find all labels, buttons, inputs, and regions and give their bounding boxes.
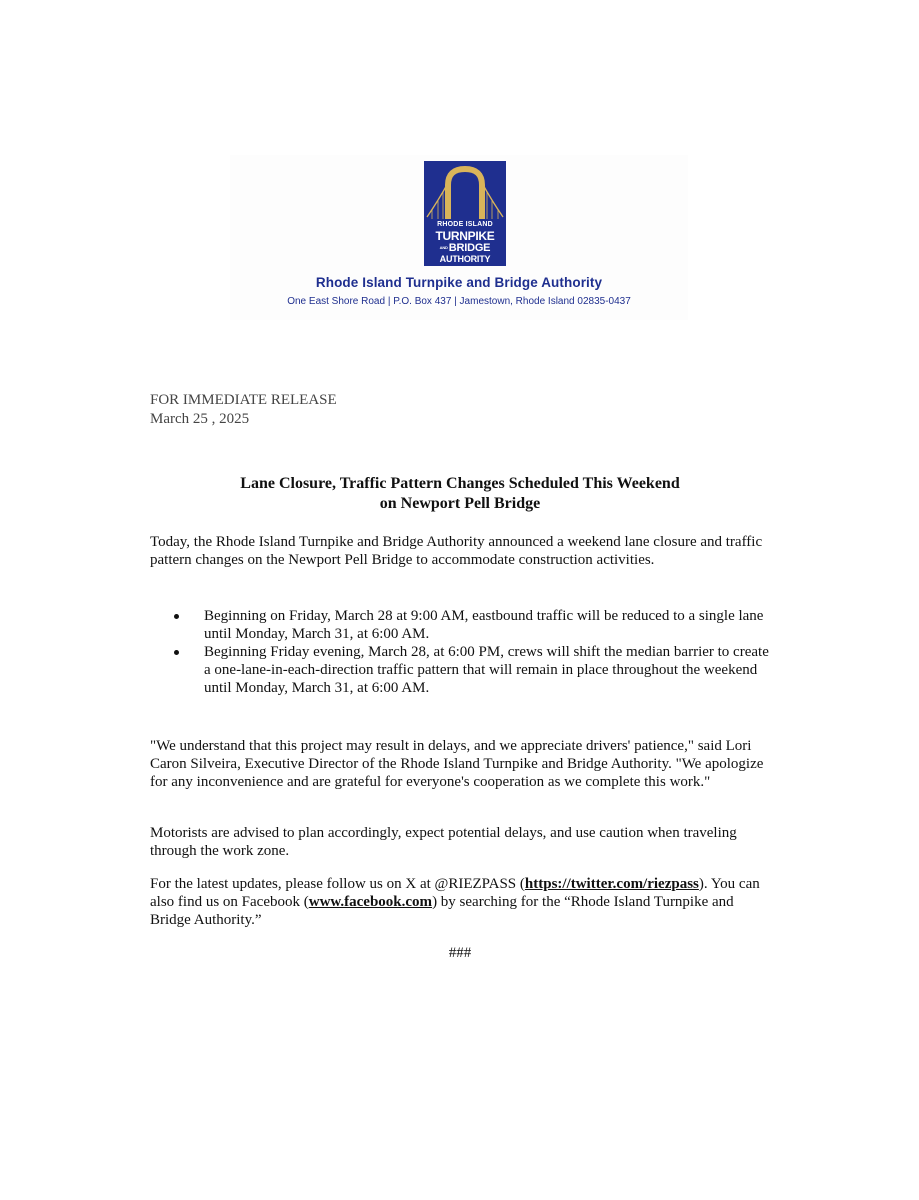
updates-text-1: For the latest updates, please follow us on X at @RIEZPASS ( [150,876,525,892]
updates-text-3: ) by searching for the “Rhode Island Turnpike and Bridge Authority.” [150,894,734,928]
facebook-link[interactable]: www.facebook.com [308,894,433,910]
quote-paragraph: "We understand that this project may result in delays, and we appreciate drivers' patience," said Lori Caron Silveira, Executive Director of the Rhode Island Turnpike and Bridge Authority. "We apologize for any inconvenience and are grateful for everyone's cooperation as we complete this work." [150,738,764,790]
list-item [150,607,775,643]
release-date: March 25 , 2025 [150,411,250,427]
press-release-headline [150,474,770,514]
list-item [150,643,775,697]
list-item-text: Beginning on Friday, March 28 at 9:00 AM, eastbound traffic will be reduced to a single lane until Monday, March 31, at 6:00 AM. [204,608,764,642]
headline-line-1: Lane Closure, Traffic Pattern Changes Scheduled This Weekend [240,475,680,492]
bullet-icon [174,614,179,619]
bullet-icon [174,650,179,655]
organization-address: One East Shore Road | P.O. Box 437 | Jamestown, Rhode Island 02835-0437 [287,296,631,307]
logo-line-4: AUTHORITY [439,254,491,264]
updates-paragraph [150,875,775,929]
release-label: FOR IMMEDIATE RELEASE [150,392,337,408]
logo-line-1: RHODE ISLAND [437,221,493,228]
end-mark: ### [448,945,472,961]
motorists-paragraph: Motorists are advised to plan accordingly, expect potential delays, and use caution when traveling through the work zone. [150,825,737,859]
closure-details-list [150,607,775,697]
logo-line-3 [424,243,506,254]
organization-name: Rhode Island Turnpike and Bridge Authority [315,275,603,290]
logo-line-2: TURNPIKE [435,229,495,243]
authority-logo [424,161,506,266]
release-info [150,391,337,429]
letterhead [230,155,688,320]
headline-line-2: on Newport Pell Bridge [379,495,541,512]
twitter-link[interactable]: https://twitter.com/riezpass [524,876,699,892]
logo-and: AND [439,245,448,250]
logo-bridge: BRIDGE [448,242,491,254]
list-item-text: Beginning Friday evening, March 28, at 6:00 PM, crews will shift the median barrier to create a one-lane-in-each-direction traffic pattern that will remain in place throughout the weekend until Monday, March 31, at 6:00 AM. [204,644,769,696]
intro-paragraph: Today, the Rhode Island Turnpike and Bridge Authority announced a weekend lane closure and traffic pattern changes on the Newport Pell Bridge to accommodate construction activities. [150,534,763,568]
updates-text-2: ). You can also find us on Facebook ( [150,876,760,910]
